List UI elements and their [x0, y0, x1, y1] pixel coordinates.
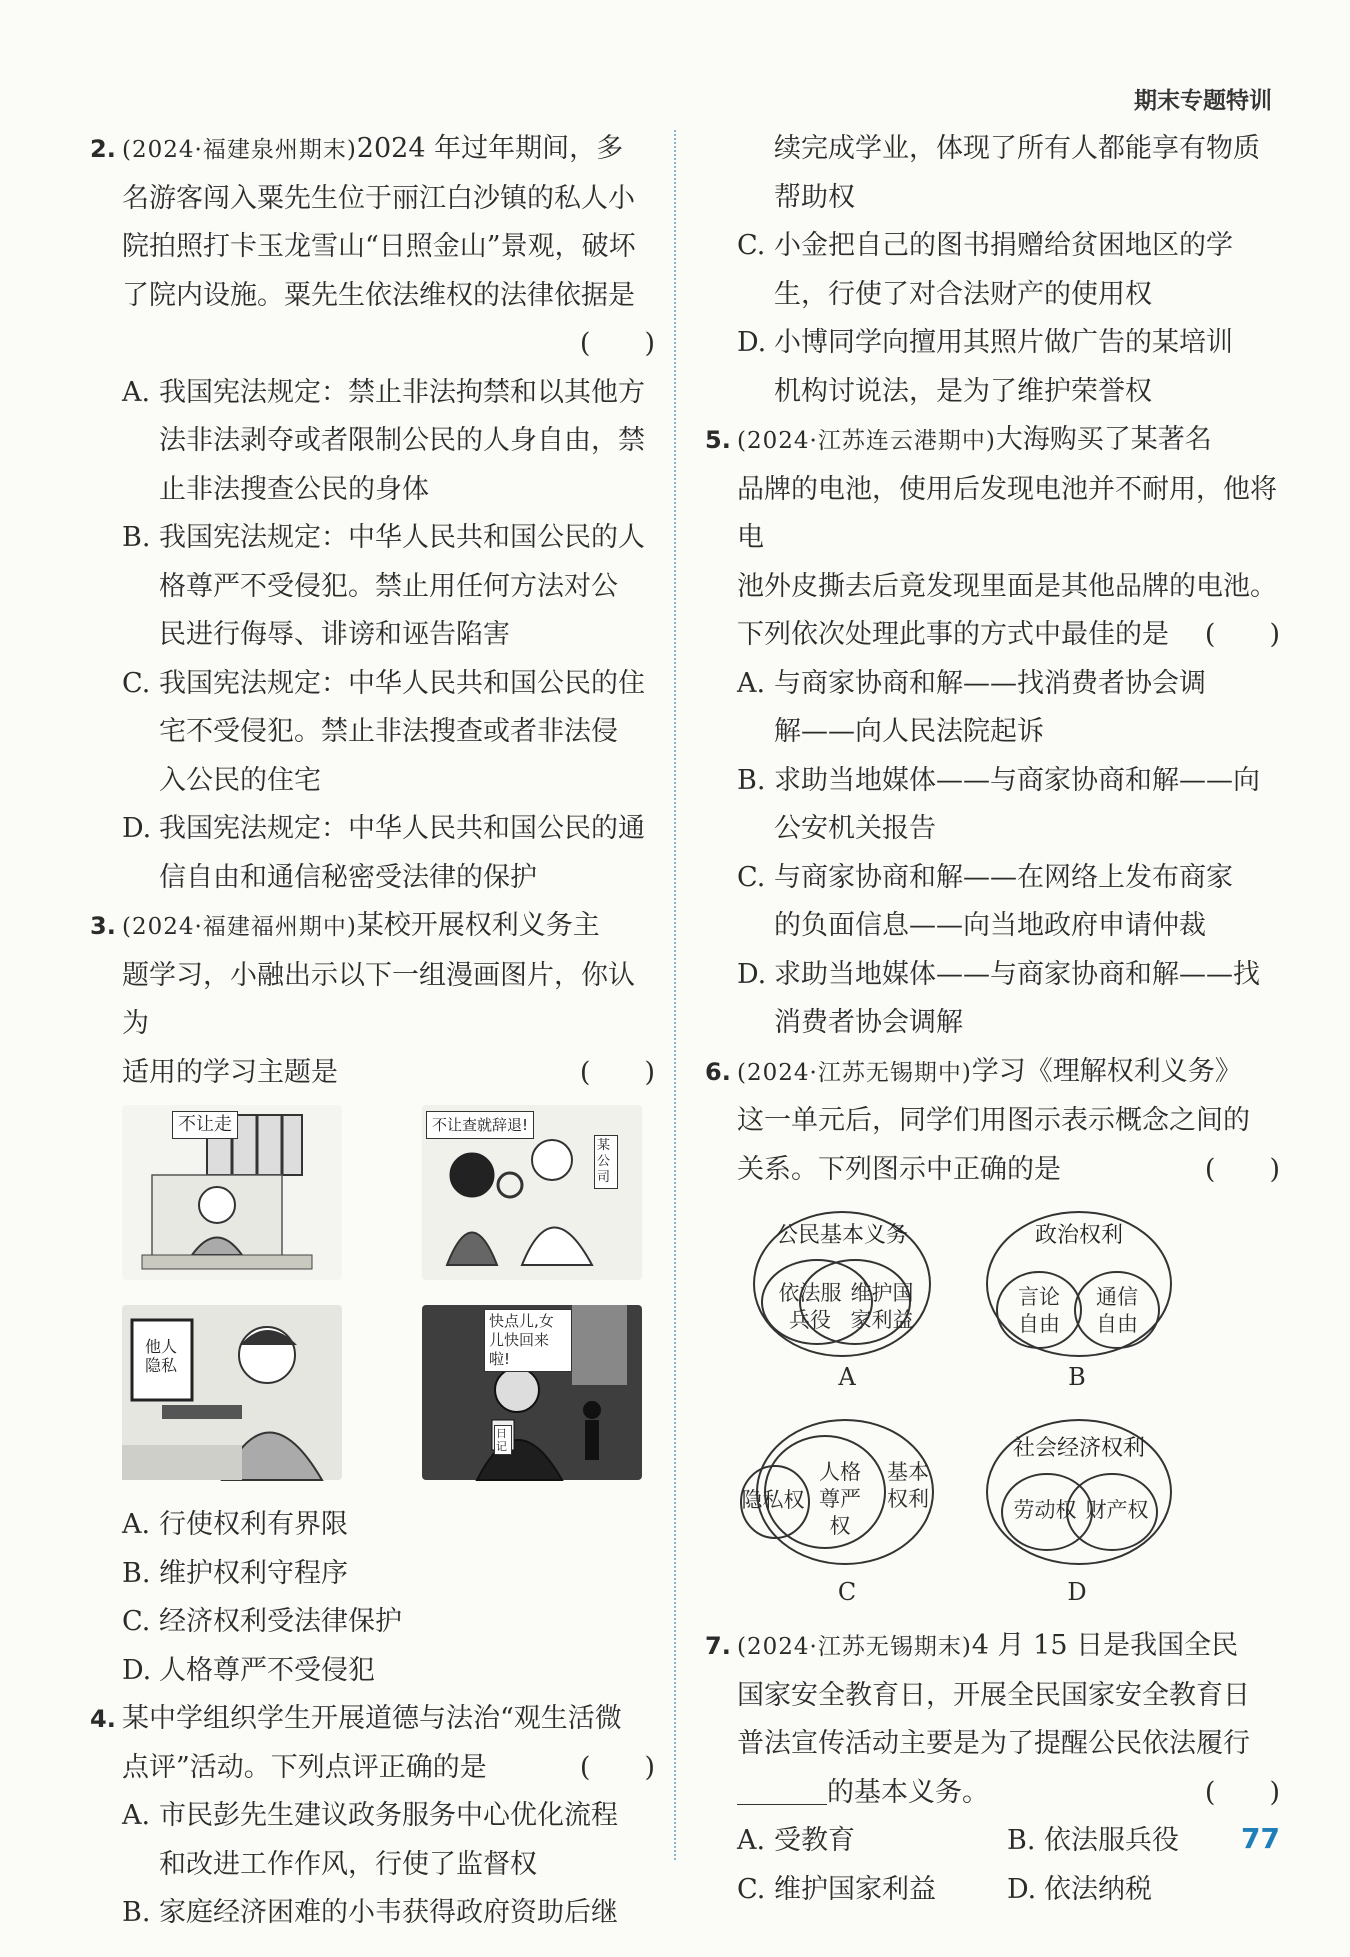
- option-text: 入公民的住宅: [159, 764, 321, 796]
- question-number: 4.: [90, 1705, 116, 1733]
- question-text-line: 2024 年过年期间，多: [356, 133, 624, 164]
- comic-strip: [122, 1105, 655, 1495]
- diagram-b[interactable]: [967, 1202, 1187, 1392]
- option-b[interactable]: [122, 1550, 655, 1599]
- option-text: 行使权利有界限: [159, 1509, 348, 1540]
- question-text-line: 4 月 15 日是我国全民: [971, 1630, 1239, 1661]
- option-label: C.: [737, 861, 766, 893]
- question-5: [705, 416, 1280, 1048]
- option-text: 依法纳税: [1044, 1873, 1152, 1905]
- option-label: B.: [122, 522, 151, 553]
- option-a[interactable]: [737, 1817, 1007, 1866]
- venn-diagram-a: [737, 1202, 957, 1362]
- fill-blank[interactable]: [737, 1777, 827, 1805]
- option-text: 市民彭先生建议政务服务中心优化流程: [159, 1800, 618, 1831]
- option-label: A.: [122, 1800, 151, 1831]
- option-text: 家庭经济困难的小韦获得政府资助后继: [159, 1897, 618, 1928]
- option-text: 求助当地媒体——与商家协商和解——找: [774, 958, 1260, 990]
- option-c[interactable]: [737, 1866, 1007, 1915]
- question-source: (2024·江苏无锡期中): [737, 1059, 972, 1086]
- option-c[interactable]: [737, 222, 1280, 271]
- diagram-label: 社会经济权利: [1012, 1436, 1146, 1461]
- answer-paren: ( ): [579, 1056, 655, 1088]
- diagram-label: 维护国家利益: [850, 1281, 914, 1332]
- question-text-line: 普法宣传活动主要是为了提醒公民依法履行: [737, 1728, 1250, 1759]
- diagram-letter: C: [837, 1578, 857, 1606]
- answer-paren: ( ): [1204, 1776, 1280, 1808]
- option-text: 和改进工作作风，行使了监督权: [159, 1848, 537, 1880]
- venn-diagram-b: [967, 1202, 1187, 1362]
- option-label: A.: [737, 667, 766, 699]
- question-text-line: 点评”活动。下列点评正确的是: [122, 1751, 487, 1783]
- option-text: 的负面信息——向当地政府申请仲裁: [774, 910, 1206, 941]
- diagram-label: 言论自由: [1018, 1285, 1060, 1336]
- section-header: 期末专题特训: [1134, 88, 1272, 114]
- option-text: 我国宪法规定：禁止非法拘禁和以其他方: [159, 376, 645, 408]
- question-2: [90, 125, 655, 902]
- diagram-label: 通信自由: [1096, 1285, 1138, 1336]
- question-text-line: 下列依次处理此事的方式中最佳的是: [737, 619, 1169, 650]
- question-7: [705, 1622, 1280, 1914]
- question-4-continued: [705, 125, 1280, 416]
- option-label: B.: [737, 764, 766, 796]
- diagram-label: 依法服兵役: [778, 1281, 842, 1332]
- diagram-label: 劳动权: [1013, 1498, 1077, 1522]
- option-text: 我国宪法规定：中华人民共和国公民的通: [159, 813, 645, 844]
- question-text-line: 的基本义务。: [827, 1776, 989, 1808]
- option-text: 止非法搜查公民的身体: [159, 473, 429, 505]
- option-text: 信自由和通信秘密受法律的保护: [159, 861, 537, 893]
- option-a[interactable]: [122, 369, 655, 418]
- question-text-line: 学习《理解权利义务》: [971, 1055, 1242, 1087]
- option-label: C.: [737, 1873, 766, 1905]
- comic-label: 不让查就辞退!: [426, 1111, 534, 1139]
- option-label: A.: [122, 376, 151, 408]
- option-text: 续完成学业，体现了所有人都能享有物质: [774, 133, 1260, 164]
- diagram-a[interactable]: [737, 1202, 957, 1392]
- option-text: 小金把自己的图书捐赠给贫困地区的学: [774, 230, 1233, 261]
- diagram-label: 财产权: [1085, 1498, 1149, 1522]
- option-text: 我国宪法规定：中华人民共和国公民的人: [159, 522, 645, 553]
- question-number: 7.: [705, 1632, 731, 1660]
- column-divider: [674, 130, 676, 1860]
- diagram-label: 隐私权: [741, 1488, 805, 1512]
- diagram-letter: B: [1068, 1363, 1086, 1391]
- option-label: A.: [737, 1825, 766, 1856]
- question-text-line: 池外皮撕去后竟发现里面是其他品牌的电池。: [737, 570, 1277, 602]
- option-text: 依法服兵役: [1044, 1825, 1179, 1856]
- diagram-letter: D: [1067, 1578, 1087, 1606]
- question-text-line: 适用的学习主题是: [122, 1056, 338, 1088]
- option-c[interactable]: [737, 854, 1280, 903]
- question-text-line: 了院内设施。粟先生依法维权的法律依据是: [122, 279, 635, 311]
- left-column: [90, 125, 655, 1938]
- option-text: 法非法剥夺或者限制公民的人身自由，禁: [159, 425, 645, 456]
- answer-paren: ( ): [1204, 1153, 1280, 1185]
- question-6: [705, 1048, 1280, 1623]
- comic-diary: [422, 1305, 642, 1480]
- option-a[interactable]: [122, 1792, 655, 1841]
- question-3: [90, 902, 655, 1695]
- option-a[interactable]: [122, 1501, 655, 1550]
- option-text: 维护国家利益: [774, 1873, 936, 1905]
- question-text-line: 题学习，小融出示以下一组漫画图片，你认为: [122, 959, 635, 1039]
- option-text: 与商家协商和解——找消费者协会调: [774, 667, 1206, 699]
- question-source: (2024·江苏连云港期中): [737, 428, 996, 454]
- option-label: C.: [737, 230, 766, 261]
- question-text-line: 大海购买了某著名: [995, 424, 1212, 455]
- venn-diagram-d: [967, 1417, 1187, 1577]
- answer-paren: ( ): [579, 1751, 655, 1783]
- diagram-letter: A: [838, 1363, 856, 1391]
- diagram-label: 基本权利: [887, 1460, 929, 1511]
- option-label: C.: [122, 1606, 151, 1637]
- option-label: B.: [122, 1557, 151, 1589]
- option-b[interactable]: [122, 1889, 655, 1938]
- question-text-line: 名游客闯入粟先生位于丽江白沙镇的私人小: [122, 182, 635, 214]
- computer-user-illustration: [122, 1305, 342, 1480]
- diagram-c[interactable]: [737, 1417, 957, 1607]
- option-label: B.: [1007, 1825, 1036, 1856]
- option-label: A.: [122, 1509, 151, 1540]
- option-label: D.: [1007, 1873, 1037, 1905]
- comic-privacy: [122, 1305, 342, 1480]
- option-a[interactable]: [737, 660, 1280, 709]
- option-text: 民进行侮辱、诽谤和诬告陷害: [159, 619, 510, 650]
- option-text: 我国宪法规定：中华人民共和国公民的住: [159, 667, 645, 699]
- diagram-label: 人格尊严权: [819, 1460, 861, 1538]
- option-text: 维护权利守程序: [159, 1557, 348, 1589]
- question-text-line: 国家安全教育日，开展全民国家安全教育日: [737, 1679, 1250, 1711]
- comic-label: 他人隐私: [142, 1335, 180, 1377]
- option-text: 受教育: [774, 1825, 855, 1856]
- question-text-line: 品牌的电池，使用后发现电池并不耐用，他将电: [737, 473, 1277, 553]
- question-source: (2024·江苏无锡期末): [737, 1634, 972, 1660]
- option-text: 机构讨说法，是为了维护荣誉权: [774, 375, 1152, 407]
- option-text: 与商家协商和解——在网络上发布商家: [774, 861, 1233, 893]
- comic-label: 某公司: [594, 1135, 618, 1189]
- option-b[interactable]: [737, 757, 1280, 806]
- option-label: D.: [122, 813, 152, 844]
- option-text: 格尊严不受侵犯。禁止用任何方法对公: [159, 570, 618, 602]
- comic-detained: [122, 1105, 342, 1280]
- venn-diagrams: [737, 1202, 1280, 1622]
- comic-label: 不让走: [172, 1111, 238, 1139]
- option-label: D.: [737, 958, 767, 990]
- question-text-line: 这一单元后，同学们用图示表示概念之间的: [737, 1105, 1250, 1136]
- diagram-d[interactable]: [967, 1417, 1187, 1607]
- question-text-line: 关系。下列图示中正确的是: [737, 1153, 1061, 1185]
- page-number: 77: [1241, 1822, 1280, 1855]
- option-text: 小博同学向擅用其照片做广告的某培训: [774, 327, 1233, 358]
- option-c[interactable]: [122, 1598, 655, 1647]
- option-label: D.: [122, 1654, 152, 1686]
- option-d[interactable]: [122, 1647, 655, 1696]
- option-c[interactable]: [122, 660, 655, 709]
- option-text: 求助当地媒体——与商家协商和解——向: [774, 764, 1260, 796]
- comic-label: 日记: [494, 1425, 512, 1455]
- question-source: (2024·福建泉州期末): [122, 137, 357, 163]
- comic-label: 快点儿,女儿快回来啦!: [484, 1309, 572, 1372]
- option-text: 解——向人民法院起诉: [774, 716, 1044, 747]
- option-d[interactable]: [737, 319, 1280, 368]
- option-text: 宅不受侵犯。禁止非法搜查或者非法侵: [159, 716, 618, 747]
- question-number: 2.: [90, 135, 116, 163]
- option-text: 帮助权: [774, 181, 855, 213]
- option-text: 生，行使了对合法财产的使用权: [774, 278, 1152, 310]
- question-number: 3.: [90, 912, 116, 940]
- option-label: D.: [737, 327, 767, 358]
- question-source: (2024·福建福州期中): [122, 914, 357, 940]
- option-d[interactable]: [122, 805, 655, 854]
- question-text-line: 院拍照打卡玉龙雪山“日照金山”景观，破坏: [122, 231, 636, 262]
- comic-search: [422, 1105, 642, 1280]
- option-text: 人格尊严不受侵犯: [159, 1654, 375, 1686]
- option-label: C.: [122, 667, 151, 699]
- option-b[interactable]: [1007, 1817, 1277, 1866]
- diagram-label: 公民基本义务: [775, 1223, 909, 1248]
- option-text: 经济权利受法律保护: [159, 1606, 402, 1637]
- option-d[interactable]: [1007, 1866, 1277, 1915]
- question-text-line: 某中学组织学生开展道德与法治“观生活微: [122, 1703, 622, 1734]
- right-column: [705, 125, 1280, 1914]
- venn-diagram-c: [737, 1417, 957, 1577]
- option-d[interactable]: [737, 951, 1280, 1000]
- diagram-label: 政治权利: [1034, 1223, 1124, 1248]
- option-label: B.: [122, 1897, 151, 1928]
- question-number: 6.: [705, 1057, 731, 1086]
- option-b[interactable]: [122, 514, 655, 563]
- question-text-line: 某校开展权利义务主: [356, 910, 600, 941]
- question-number: 5.: [705, 426, 731, 454]
- option-text: 公安机关报告: [774, 813, 936, 844]
- answer-paren: ( ): [579, 328, 655, 359]
- option-text: 消费者协会调解: [774, 1007, 963, 1038]
- answer-paren: ( ): [1204, 619, 1280, 650]
- question-4: [90, 1695, 655, 1938]
